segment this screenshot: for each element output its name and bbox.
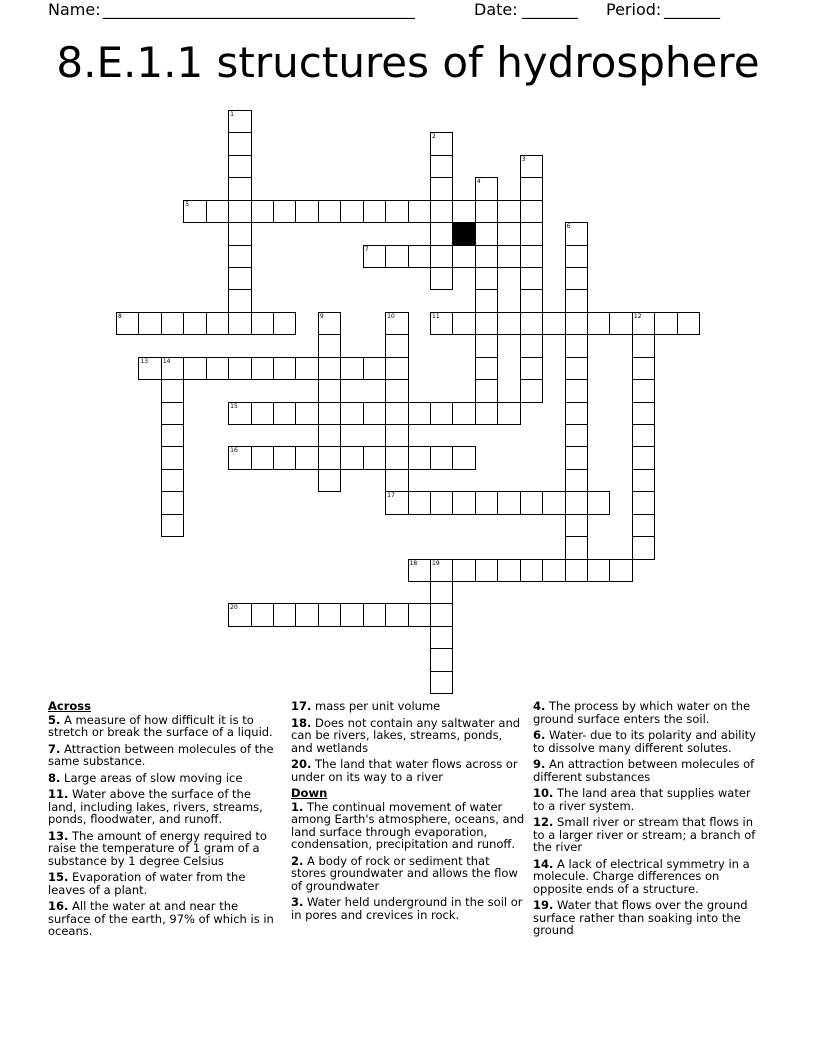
clue-column-2 [291, 700, 527, 925]
answer-square[interactable] [228, 289, 251, 312]
answer-square[interactable] [475, 357, 498, 380]
clue-number: 16 [230, 447, 238, 455]
answer-square[interactable] [318, 603, 341, 626]
answer-square[interactable] [430, 155, 453, 178]
name-label: Name: [48, 0, 101, 19]
answer-square[interactable] [520, 559, 543, 582]
answer-square[interactable] [520, 357, 543, 380]
answer-square[interactable] [542, 312, 565, 335]
answer-square[interactable] [475, 559, 498, 582]
answer-square[interactable] [632, 357, 655, 380]
answer-square[interactable] [520, 245, 543, 268]
answer-square[interactable] [161, 469, 184, 492]
answer-square[interactable] [340, 357, 363, 380]
answer-square[interactable] [430, 132, 453, 155]
answer-square[interactable] [273, 446, 296, 469]
clue-item: 16. All the water at and near the surface of the earth, 97% of which is in oceans. [48, 899, 274, 938]
answer-square[interactable] [408, 559, 431, 582]
answer-square[interactable] [452, 559, 475, 582]
answer-square[interactable] [497, 491, 520, 514]
answer-square[interactable] [385, 424, 408, 447]
clue-item: 18. Does not contain any saltwater and can be rivers, lakes, streams, ponds, and wetlands [291, 715, 521, 755]
answer-square[interactable] [251, 312, 274, 335]
answer-square[interactable] [408, 446, 431, 469]
answer-square[interactable] [475, 200, 498, 223]
answer-square[interactable] [565, 491, 588, 514]
answer-square[interactable] [273, 200, 296, 223]
clue-item: 7. Attraction between molecules of the same substance. [48, 741, 274, 768]
answer-square[interactable] [161, 514, 184, 537]
answer-square[interactable] [318, 200, 341, 223]
answer-square[interactable] [363, 603, 386, 626]
answer-square[interactable] [385, 357, 408, 380]
answer-square[interactable] [565, 357, 588, 380]
answer-square[interactable] [475, 379, 498, 402]
answer-square[interactable] [228, 222, 251, 245]
answer-square[interactable] [497, 559, 520, 582]
clue-item: 4. The process by which water on the ground surface enters the soil. [533, 699, 751, 726]
clue-item: 12. Small river or stream that flows in to a larger river or stream; a branch of the river [533, 815, 756, 854]
answer-square[interactable] [183, 357, 206, 380]
answer-square[interactable] [632, 379, 655, 402]
answer-square[interactable] [475, 289, 498, 312]
answer-square[interactable] [654, 312, 677, 335]
answer-square[interactable] [452, 402, 475, 425]
blocked-square [452, 222, 475, 245]
answer-square[interactable] [632, 536, 655, 559]
answer-square[interactable] [228, 402, 251, 425]
answer-square[interactable] [228, 155, 251, 178]
answer-square[interactable] [475, 334, 498, 357]
answer-square[interactable] [251, 603, 274, 626]
answer-square[interactable] [206, 312, 229, 335]
answer-square[interactable] [228, 446, 251, 469]
answer-square[interactable] [251, 200, 274, 223]
answer-square[interactable] [475, 222, 498, 245]
clue-number: 12 [633, 312, 642, 320]
date-label: Date: [474, 0, 518, 19]
answer-square[interactable] [565, 334, 588, 357]
answer-square[interactable] [161, 312, 184, 335]
answer-square[interactable] [520, 177, 543, 200]
answer-square[interactable] [385, 491, 408, 514]
answer-square[interactable] [475, 177, 498, 200]
answer-square[interactable] [587, 559, 610, 582]
clue-item: 19. Water that flows over the ground surface rather than soaking into the ground [533, 898, 748, 937]
clue-number: 15 [230, 402, 238, 410]
answer-square[interactable] [632, 334, 655, 357]
clue-item: 13. The amount of energy required to raise the temperature of 1 gram of a substance by 1 degree Celsius [48, 828, 267, 868]
answer-square[interactable] [632, 446, 655, 469]
answer-square[interactable] [587, 491, 610, 514]
answer-square[interactable] [363, 245, 386, 268]
answer-square[interactable] [430, 581, 453, 604]
answer-square[interactable] [452, 245, 475, 268]
answer-square[interactable] [475, 402, 498, 425]
answer-square[interactable] [273, 312, 296, 335]
clue-column-3 [533, 700, 765, 941]
clue-item: 11. Water above the surface of the land, including lakes, rivers, streams, ponds, floodwater, and runoff. [48, 787, 263, 826]
clue-number: 1 [230, 111, 234, 118]
answer-square[interactable] [318, 357, 341, 380]
answer-square[interactable] [385, 245, 408, 268]
clue-item: 20. The land that water flows across or under on its way to a river [291, 757, 518, 784]
answer-square[interactable] [632, 491, 655, 514]
clue-item: 10. The land area that supplies water to a river system. [533, 786, 751, 813]
answer-square[interactable] [520, 155, 543, 178]
answer-square[interactable] [408, 491, 431, 514]
answer-square[interactable] [430, 648, 453, 671]
answer-square[interactable] [632, 514, 655, 537]
answer-square[interactable] [520, 200, 543, 223]
answer-square[interactable] [318, 312, 341, 335]
answer-square[interactable] [318, 402, 341, 425]
answer-square[interactable] [273, 603, 296, 626]
name-line[interactable]: _______________________________________ [103, 0, 415, 19]
answer-square[interactable] [363, 357, 386, 380]
clue-number: 5 [185, 200, 190, 208]
answer-square[interactable] [340, 446, 363, 469]
answer-square[interactable] [520, 289, 543, 312]
answer-square[interactable] [228, 357, 251, 380]
answer-square[interactable] [408, 200, 431, 223]
answer-square[interactable] [251, 402, 274, 425]
down-heading: Down [291, 786, 328, 800]
answer-square[interactable] [609, 559, 632, 582]
answer-square[interactable] [340, 402, 363, 425]
answer-square[interactable] [295, 357, 318, 380]
clue-column-1 [48, 700, 280, 942]
answer-square[interactable] [228, 177, 251, 200]
answer-square[interactable] [385, 402, 408, 425]
answer-square[interactable] [206, 357, 229, 380]
answer-square[interactable] [609, 312, 632, 335]
answer-square[interactable] [565, 402, 588, 425]
answer-square[interactable] [318, 334, 341, 357]
answer-square[interactable] [273, 402, 296, 425]
answer-square[interactable] [430, 402, 453, 425]
answer-square[interactable] [542, 559, 565, 582]
answer-square[interactable] [228, 267, 251, 290]
answer-square[interactable] [430, 446, 453, 469]
answer-square[interactable] [385, 200, 408, 223]
answer-square[interactable] [565, 289, 588, 312]
clue-number: 9 [319, 312, 324, 320]
answer-square[interactable] [430, 626, 453, 649]
answer-square[interactable] [385, 603, 408, 626]
answer-square[interactable] [632, 469, 655, 492]
answer-square[interactable] [138, 312, 161, 335]
answer-square[interactable] [363, 402, 386, 425]
answer-square[interactable] [430, 491, 453, 514]
clue-number: 13 [140, 357, 149, 365]
answer-square[interactable] [565, 469, 588, 492]
answer-square[interactable] [520, 491, 543, 514]
answer-square[interactable] [318, 379, 341, 402]
answer-square[interactable] [452, 446, 475, 469]
answer-square[interactable] [340, 603, 363, 626]
answer-square[interactable] [497, 312, 520, 335]
clue-item: 14. A lack of electrical symmetry in a molecule. Charge differences on opposite ends of a structure. [533, 856, 750, 896]
clue-number: 7 [364, 245, 369, 253]
answer-square[interactable] [497, 245, 520, 268]
clue-item: 6. Water- due to its polarity and ability to dissolve many different solutes. [533, 728, 756, 755]
answer-square[interactable] [385, 334, 408, 357]
answer-square[interactable] [632, 402, 655, 425]
answer-square[interactable] [183, 200, 206, 223]
answer-square[interactable] [251, 357, 274, 380]
clue-item: 9. An attraction between molecules of different substances [533, 757, 755, 784]
across-heading: Across [48, 699, 91, 713]
page-title: 8.E.1.1 structures of hydrosphere [56, 38, 760, 87]
period-line[interactable]: _______ [664, 0, 720, 19]
answer-square[interactable] [565, 312, 588, 335]
answer-square[interactable] [295, 402, 318, 425]
clue-item: 2. A body of rock or sediment that stores groundwater and allows the flow of groundwater [291, 853, 518, 893]
answer-square[interactable] [565, 446, 588, 469]
clue-number: 19 [432, 559, 440, 567]
answer-square[interactable] [497, 402, 520, 425]
answer-square[interactable] [318, 469, 341, 492]
clue-number: 11 [432, 312, 440, 320]
answer-square[interactable] [565, 514, 588, 537]
clue-item: 3. Water held underground in the soil or in pores and crevices in rock. [291, 895, 523, 922]
answer-square[interactable] [497, 200, 520, 223]
answer-square[interactable] [520, 379, 543, 402]
answer-square[interactable] [161, 491, 184, 514]
clue-item: 1. The continual movement of water among Earth's atmosphere, oceans, and land surface through evaporation, condensation, precipitation and runoff. [291, 799, 525, 851]
answer-square[interactable] [318, 424, 341, 447]
answer-square[interactable] [565, 222, 588, 245]
answer-square[interactable] [206, 200, 229, 223]
answer-square[interactable] [430, 671, 453, 694]
clue-number: 6 [566, 223, 571, 231]
answer-square[interactable] [587, 312, 610, 335]
answer-square[interactable] [295, 603, 318, 626]
answer-square[interactable] [565, 424, 588, 447]
answer-square[interactable] [408, 603, 431, 626]
clue-number: 4 [476, 178, 481, 186]
answer-square[interactable] [452, 200, 475, 223]
clue-number: 17 [387, 492, 395, 500]
answer-square[interactable] [385, 469, 408, 492]
answer-square[interactable] [542, 491, 565, 514]
answer-square[interactable] [452, 491, 475, 514]
answer-square[interactable] [430, 312, 453, 335]
answer-square[interactable] [475, 312, 498, 335]
clue-number: 3 [521, 155, 526, 163]
answer-square[interactable] [273, 357, 296, 380]
answer-square[interactable] [385, 379, 408, 402]
answer-square[interactable] [565, 536, 588, 559]
answer-square[interactable] [183, 312, 206, 335]
answer-square[interactable] [161, 402, 184, 425]
answer-square[interactable] [161, 357, 184, 380]
answer-square[interactable] [475, 491, 498, 514]
answer-square[interactable] [520, 222, 543, 245]
answer-square[interactable] [408, 245, 431, 268]
clue-number: 20 [230, 604, 238, 612]
answer-square[interactable] [430, 267, 453, 290]
answer-square[interactable] [452, 312, 475, 335]
answer-square[interactable] [520, 312, 543, 335]
answer-square[interactable] [430, 245, 453, 268]
clue-number: 2 [432, 133, 436, 141]
answer-square[interactable] [228, 110, 251, 133]
answer-square[interactable] [565, 245, 588, 268]
answer-square[interactable] [385, 312, 408, 335]
answer-square[interactable] [138, 357, 161, 380]
date-line[interactable]: _______ [522, 0, 578, 19]
clue-item: 17. mass per unit volume [291, 699, 441, 713]
answer-square[interactable] [295, 200, 318, 223]
answer-square[interactable] [520, 267, 543, 290]
answer-square[interactable] [565, 267, 588, 290]
clue-number: 18 [409, 559, 418, 567]
answer-square[interactable] [520, 334, 543, 357]
clue-number: 8 [118, 312, 122, 320]
answer-square[interactable] [430, 222, 453, 245]
answer-square[interactable] [161, 424, 184, 447]
clue-number: 14 [162, 357, 171, 365]
answer-square[interactable] [116, 312, 139, 335]
answer-square[interactable] [228, 312, 251, 335]
answer-square[interactable] [161, 446, 184, 469]
answer-square[interactable] [430, 559, 453, 582]
answer-square[interactable] [363, 446, 386, 469]
answer-square[interactable] [475, 245, 498, 268]
clue-item: 5. A measure of how difficult it is to stretch or break the surface of a liquid. [48, 712, 273, 739]
answer-square[interactable] [632, 312, 655, 335]
answer-square[interactable] [677, 312, 700, 335]
answer-square[interactable] [318, 446, 341, 469]
answer-square[interactable] [251, 446, 274, 469]
clue-item: 15. Evaporation of water from the leaves of a plant. [48, 870, 246, 897]
answer-square[interactable] [228, 245, 251, 268]
answer-square[interactable] [565, 379, 588, 402]
answer-square[interactable] [430, 603, 453, 626]
answer-square[interactable] [430, 177, 453, 200]
answer-square[interactable] [228, 132, 251, 155]
answer-square[interactable] [632, 424, 655, 447]
answer-square[interactable] [228, 603, 251, 626]
answer-square[interactable] [161, 379, 184, 402]
answer-square[interactable] [430, 200, 453, 223]
clue-number: 10 [387, 312, 395, 320]
answer-square[interactable] [340, 200, 363, 223]
period-label: Period: [606, 0, 662, 19]
answer-square[interactable] [385, 446, 408, 469]
answer-square[interactable] [408, 402, 431, 425]
answer-square[interactable] [565, 559, 588, 582]
answer-square[interactable] [363, 200, 386, 223]
answer-square[interactable] [475, 267, 498, 290]
answer-square[interactable] [295, 446, 318, 469]
answer-square[interactable] [228, 200, 251, 223]
clue-item: 8. Large areas of slow moving ice [48, 770, 243, 785]
